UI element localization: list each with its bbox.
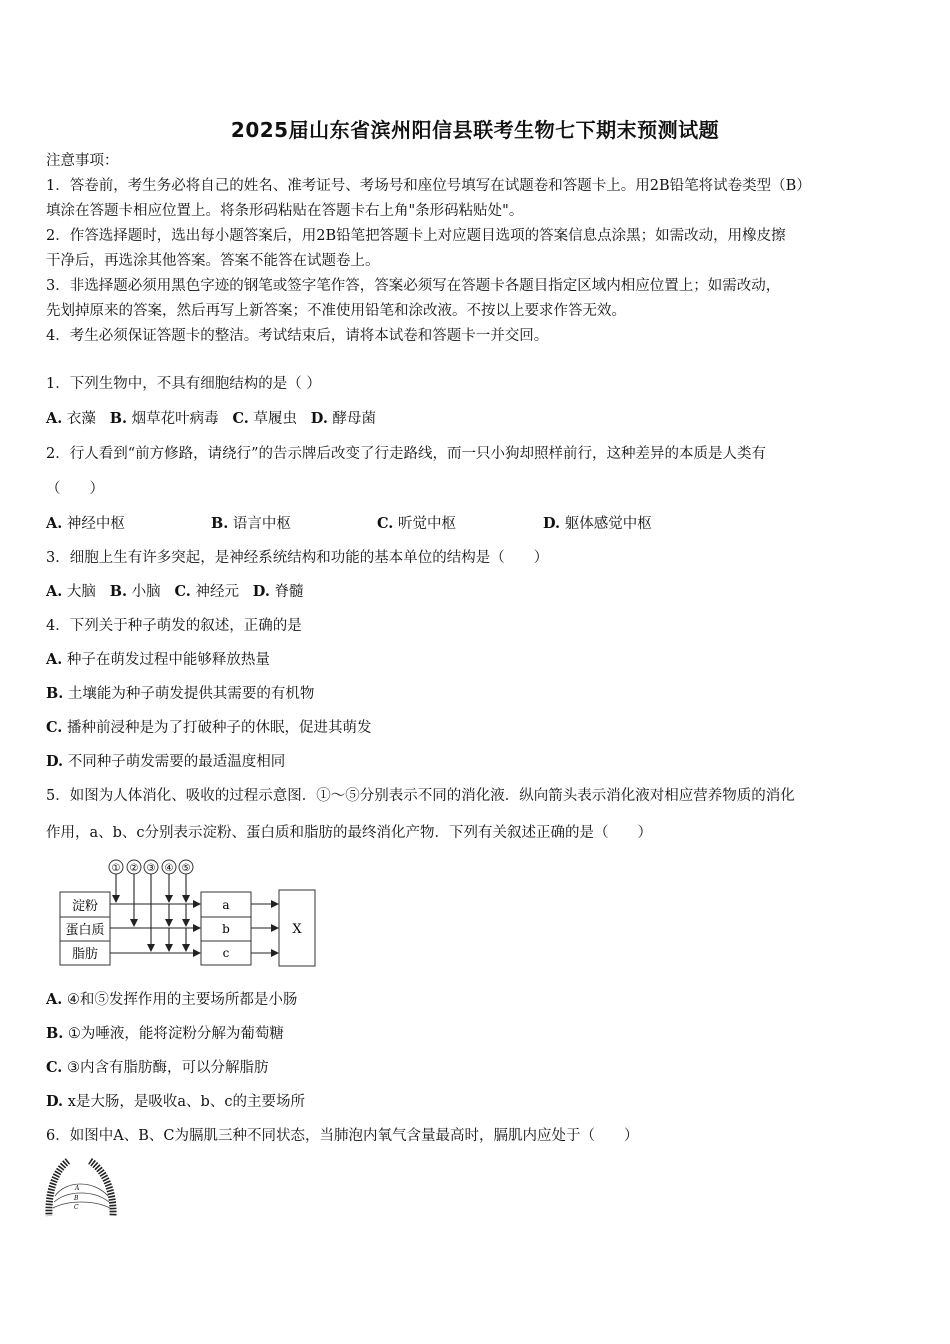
flow-arrows	[110, 904, 278, 953]
option-key: D.	[46, 753, 64, 770]
notice-line: 2．作答选择题时，选出每小题答案后，用2B铅笔把答题卡上对应题目选项的答案信息点涂黑；如需改动，用橡皮擦	[46, 228, 786, 244]
circle-4-label: ④	[164, 863, 174, 874]
option-text: 语言中枢	[232, 516, 291, 532]
notice-heading: 注意事项：	[46, 153, 119, 169]
enzyme-arrows	[116, 874, 186, 951]
option-key: C.	[46, 1059, 63, 1076]
option-key: A.	[46, 515, 63, 532]
question-4-stem: 4．下列关于种子萌发的叙述，正确的是	[46, 618, 302, 634]
option-text: 脊髓	[274, 584, 304, 600]
notice-line: 填涂在答题卡相应位置上。将条形码粘贴在答题卡右上角"条形码粘贴处"。	[46, 203, 524, 219]
question-4-option-b	[46, 684, 314, 704]
notice-line: 1．答卷前，考生务必将自己的姓名、准考证号、考场号和座位号填写在试题卷和答题卡上。用2B铅笔将试卷类型（B）	[46, 178, 811, 194]
option-text: x是大肠，是吸收a、b、c的主要场所	[67, 1094, 305, 1110]
option-key: B.	[211, 515, 229, 532]
question-4-option-c	[46, 718, 371, 738]
state-c-label: C	[74, 1204, 79, 1211]
option-key: C.	[46, 719, 63, 736]
option-key: A.	[46, 583, 63, 600]
product-a: a	[222, 898, 230, 912]
option-key: A.	[46, 991, 63, 1008]
rib-cage	[49, 1161, 113, 1216]
option-key: D.	[46, 1093, 64, 1110]
question-3-options	[46, 582, 304, 602]
notice-line: 干净后，再选涂其他答案。答案不能答在试题卷上。	[46, 253, 380, 269]
option-text: ③内含有脂肪酶，可以分解脂肪	[66, 1060, 269, 1076]
circle-3-label: ③	[146, 863, 156, 874]
option-text: 躯体感觉中枢	[564, 516, 652, 532]
notice-line: 先划掉原来的答案，然后再写上新答案；不准使用铅笔和涂改液。不按以上要求作答无效。	[46, 303, 626, 319]
circle-labels	[109, 860, 193, 874]
question-2-stem: 2．行人看到“前方修路，请绕行”的告示牌后改变了行走路线，而一只小狗却照样前行，这种差异的本质是人类有	[46, 446, 767, 462]
option-text: 小脑	[131, 584, 161, 600]
option-text: 衣藻	[66, 411, 96, 427]
option-key: A.	[46, 410, 63, 427]
option-key: B.	[46, 685, 64, 702]
option-key: B.	[109, 410, 128, 427]
option-text: 神经中枢	[66, 516, 125, 532]
option-text: ④和⑤发挥作用的主要场所都是小肠	[66, 992, 298, 1008]
option-key: C.	[377, 515, 394, 532]
question-5-stem-cont: 作用，a、b、c分别表示淀粉、蛋白质和脂肪的最终消化产物．下列有关叙述正确的是（ ）	[46, 825, 653, 841]
question-5-option-c	[46, 1058, 268, 1078]
circle-5-label: ⑤	[181, 863, 191, 874]
option-text: 大脑	[66, 584, 96, 600]
option-text: 酵母菌	[332, 411, 376, 427]
page-title: 2025届山东省滨州阳信县联考生物七下期末预测试题	[230, 118, 720, 142]
option-text: 土壤能为种子萌发提供其需要的有机物	[67, 686, 315, 702]
option-text: 神经元	[195, 584, 239, 600]
question-3-stem: 3．细胞上生有许多突起，是神经系统结构和功能的基本单位的结构是（ ）	[46, 550, 549, 566]
digestion-diagram	[50, 852, 330, 972]
question-4-option-d	[46, 752, 285, 772]
question-4-option-a	[46, 650, 270, 670]
question-2-options	[46, 514, 906, 534]
product-b: b	[222, 922, 230, 936]
diaphragm-curves	[53, 1184, 110, 1208]
nutrient-starch: 淀粉	[71, 899, 99, 914]
question-5-option-b	[46, 1024, 284, 1044]
option-key: D.	[252, 583, 270, 600]
question-6-stem: 6．如图中A、B、C为膈肌三种不同状态，当肺泡内氧气含量最高时，膈肌内应处于（ ）	[46, 1128, 639, 1144]
question-1-stem: 1．下列生物中，不具有细胞结构的是（ ）	[46, 376, 321, 392]
option-text: 草履虫	[253, 411, 297, 427]
question-1-options	[46, 409, 376, 429]
option-key: C.	[232, 410, 249, 427]
circle-2-label: ②	[129, 863, 139, 874]
option-key: C.	[174, 583, 191, 600]
nutrient-boxes	[60, 892, 110, 965]
state-a-label: A	[75, 1185, 80, 1192]
option-key: B.	[109, 583, 128, 600]
target-x: X	[292, 922, 302, 937]
nutrient-fat: 脂肪	[71, 947, 99, 962]
option-key: A.	[46, 651, 63, 668]
option-text: 不同种子萌发需要的最适温度相同	[67, 754, 286, 770]
question-5-option-a	[46, 990, 297, 1010]
diaphragm-diagram	[44, 1156, 124, 1222]
target-box	[279, 890, 315, 966]
option-key: B.	[46, 1025, 64, 1042]
question-2-stem-cont: （ ）	[46, 481, 104, 497]
question-5-stem: 5．如图为人体消化、吸收的过程示意图．①～⑤分别表示不同的消化液．纵向箭头表示消化液对相应营养物质的消化	[46, 788, 795, 804]
product-c: c	[222, 946, 230, 960]
notice-line: 4．考生必须保证答题卡的整洁。考试结束后，请将本试卷和答题卡一并交回。	[46, 328, 549, 344]
option-text: 种子在萌发过程中能够释放热量	[66, 652, 270, 668]
question-5-option-d	[46, 1092, 305, 1112]
option-key: D.	[310, 410, 328, 427]
option-text: 烟草花叶病毒	[131, 411, 219, 427]
product-boxes	[201, 892, 251, 965]
option-key: D.	[543, 515, 561, 532]
option-text: 播种前浸种是为了打破种子的休眠，促进其萌发	[66, 720, 372, 736]
nutrient-protein: 蛋白质	[65, 923, 105, 938]
option-text: ①为唾液，能将淀粉分解为葡萄糖	[67, 1026, 284, 1042]
option-text: 听觉中枢	[397, 516, 456, 532]
state-b-label: B	[74, 1195, 79, 1202]
circle-1-label: ①	[111, 863, 121, 874]
notice-line: 3．非选择题必须用黑色字迹的钢笔或签字笔作答，答案必须写在答题卡各题目指定区域内相应位置上；如需改动，	[46, 278, 781, 294]
